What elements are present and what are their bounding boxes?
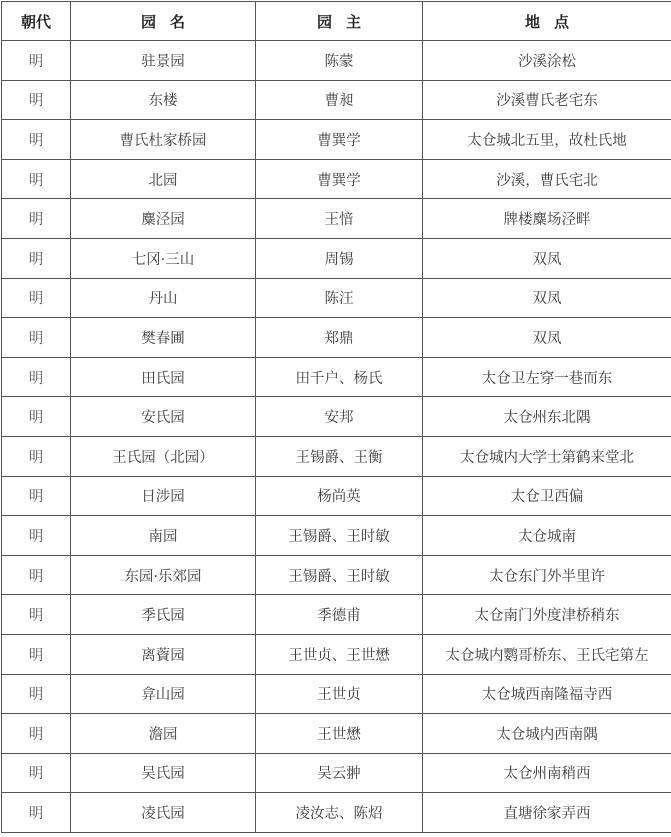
cell-location: 太仓卫左穿一巷而东 — [423, 357, 671, 397]
cell-location: 沙溪曹氏老宅东 — [423, 80, 671, 120]
cell-garden-owner: 周锡 — [256, 238, 423, 278]
cell-garden-name: 王氏园（北园） — [71, 436, 256, 476]
cell-garden-name: 吴氏园 — [71, 753, 256, 793]
cell-garden-owner: 凌汝志、陈炤 — [256, 793, 423, 833]
cell-garden-owner: 安邦 — [256, 397, 423, 437]
cell-garden-owner: 王锡爵、王时敏 — [256, 555, 423, 595]
cell-garden-name: 田氏园 — [71, 357, 256, 397]
table-row — [2, 674, 671, 714]
table-row — [2, 159, 671, 199]
cell-dynasty: 明 — [2, 436, 71, 476]
table-row — [2, 397, 671, 437]
cell-dynasty: 明 — [2, 397, 71, 437]
cell-garden-name: 北园 — [71, 159, 256, 199]
cell-garden-owner: 王锡爵、王衡 — [256, 436, 423, 476]
cell-garden-name: 东楼 — [71, 80, 256, 120]
cell-garden-name: 离薋园 — [71, 634, 256, 674]
cell-garden-owner: 田千户、杨氏 — [256, 357, 423, 397]
table-row — [2, 41, 671, 81]
header-row — [2, 2, 671, 41]
cell-garden-owner: 陈汪 — [256, 278, 423, 318]
table-row — [2, 199, 671, 239]
cell-location: 太仓城北五里，故杜氏地 — [423, 120, 671, 160]
cell-garden-name: 南园 — [71, 516, 256, 556]
cell-location: 直塘徐家弄西 — [423, 793, 671, 833]
table-row — [2, 634, 671, 674]
table-row — [2, 80, 671, 120]
cell-dynasty: 明 — [2, 555, 71, 595]
cell-garden-name: 麋泾园 — [71, 199, 256, 239]
cell-dynasty: 明 — [2, 753, 71, 793]
gardens-table — [1, 1, 671, 833]
cell-garden-owner: 吴云翀 — [256, 753, 423, 793]
table-row — [2, 595, 671, 635]
cell-dynasty: 明 — [2, 41, 71, 81]
cell-garden-name: 丹山 — [71, 278, 256, 318]
cell-garden-name: 弇山园 — [71, 674, 256, 714]
cell-location: 太仓东门外半里许 — [423, 555, 671, 595]
table-body — [2, 41, 671, 833]
cell-dynasty: 明 — [2, 674, 71, 714]
table-row — [2, 238, 671, 278]
table-row — [2, 793, 671, 833]
cell-garden-owner: 曹巽学 — [256, 120, 423, 160]
table-row — [2, 476, 671, 516]
cell-garden-owner: 王愔 — [256, 199, 423, 239]
cell-location: 沙溪，曹氏宅北 — [423, 159, 671, 199]
cell-location: 牌楼麋场泾畔 — [423, 199, 671, 239]
cell-garden-owner: 郑鼎 — [256, 318, 423, 358]
cell-location: 太仓城内西南隅 — [423, 714, 671, 754]
cell-garden-owner: 陈蒙 — [256, 41, 423, 81]
table-row — [2, 753, 671, 793]
cell-dynasty: 明 — [2, 159, 71, 199]
table-row — [2, 436, 671, 476]
cell-garden-owner: 季德甫 — [256, 595, 423, 635]
cell-garden-name: 樊春圃 — [71, 318, 256, 358]
cell-location: 双凤 — [423, 318, 671, 358]
cell-location: 沙溪涂松 — [423, 41, 671, 81]
cell-location: 太仓城西南隆福寺西 — [423, 674, 671, 714]
cell-garden-name: 七冈·三山 — [71, 238, 256, 278]
header-garden-owner: 园主 — [256, 2, 423, 41]
cell-garden-name: 季氏园 — [71, 595, 256, 635]
cell-location: 太仓州东北隅 — [423, 397, 671, 437]
cell-dynasty: 明 — [2, 318, 71, 358]
cell-garden-owner: 王世懋 — [256, 714, 423, 754]
header-dynasty: 朝代 — [2, 2, 71, 41]
table-row — [2, 516, 671, 556]
cell-garden-owner: 曹昶 — [256, 80, 423, 120]
table-row — [2, 120, 671, 160]
cell-garden-name: 澹园 — [71, 714, 256, 754]
header-garden-name: 园名 — [71, 2, 256, 41]
cell-dynasty: 明 — [2, 516, 71, 556]
table-row — [2, 714, 671, 754]
cell-location: 双凤 — [423, 238, 671, 278]
cell-dynasty: 明 — [2, 278, 71, 318]
cell-dynasty: 明 — [2, 80, 71, 120]
table-row — [2, 555, 671, 595]
cell-dynasty: 明 — [2, 199, 71, 239]
cell-dynasty: 明 — [2, 120, 71, 160]
cell-garden-owner: 王世贞、王世懋 — [256, 634, 423, 674]
cell-garden-owner: 曹巽学 — [256, 159, 423, 199]
cell-garden-owner: 杨尚英 — [256, 476, 423, 516]
table-row — [2, 278, 671, 318]
cell-location: 太仓南门外度津桥稍东 — [423, 595, 671, 635]
cell-dynasty: 明 — [2, 595, 71, 635]
cell-location: 太仓州南稍西 — [423, 753, 671, 793]
cell-dynasty: 明 — [2, 714, 71, 754]
cell-dynasty: 明 — [2, 634, 71, 674]
cell-location: 太仓卫西偏 — [423, 476, 671, 516]
cell-garden-name: 驻景园 — [71, 41, 256, 81]
cell-garden-name: 东园·乐郊园 — [71, 555, 256, 595]
table-row — [2, 318, 671, 358]
cell-location: 双凤 — [423, 278, 671, 318]
cell-garden-name: 凌氏园 — [71, 793, 256, 833]
cell-garden-name: 日涉园 — [71, 476, 256, 516]
cell-garden-owner: 王锡爵、王时敏 — [256, 516, 423, 556]
cell-garden-name: 曹氏杜家桥园 — [71, 120, 256, 160]
table-row — [2, 357, 671, 397]
header-location: 地点 — [423, 2, 671, 41]
cell-location: 太仓城南 — [423, 516, 671, 556]
cell-dynasty: 明 — [2, 357, 71, 397]
cell-dynasty: 明 — [2, 793, 71, 833]
cell-garden-name: 安氏园 — [71, 397, 256, 437]
cell-dynasty: 明 — [2, 238, 71, 278]
cell-dynasty: 明 — [2, 476, 71, 516]
cell-location: 太仓城内鹦哥桥东、王氏宅第左 — [423, 634, 671, 674]
cell-location: 太仓城内大学士第鹤来堂北 — [423, 436, 671, 476]
cell-garden-owner: 王世贞 — [256, 674, 423, 714]
